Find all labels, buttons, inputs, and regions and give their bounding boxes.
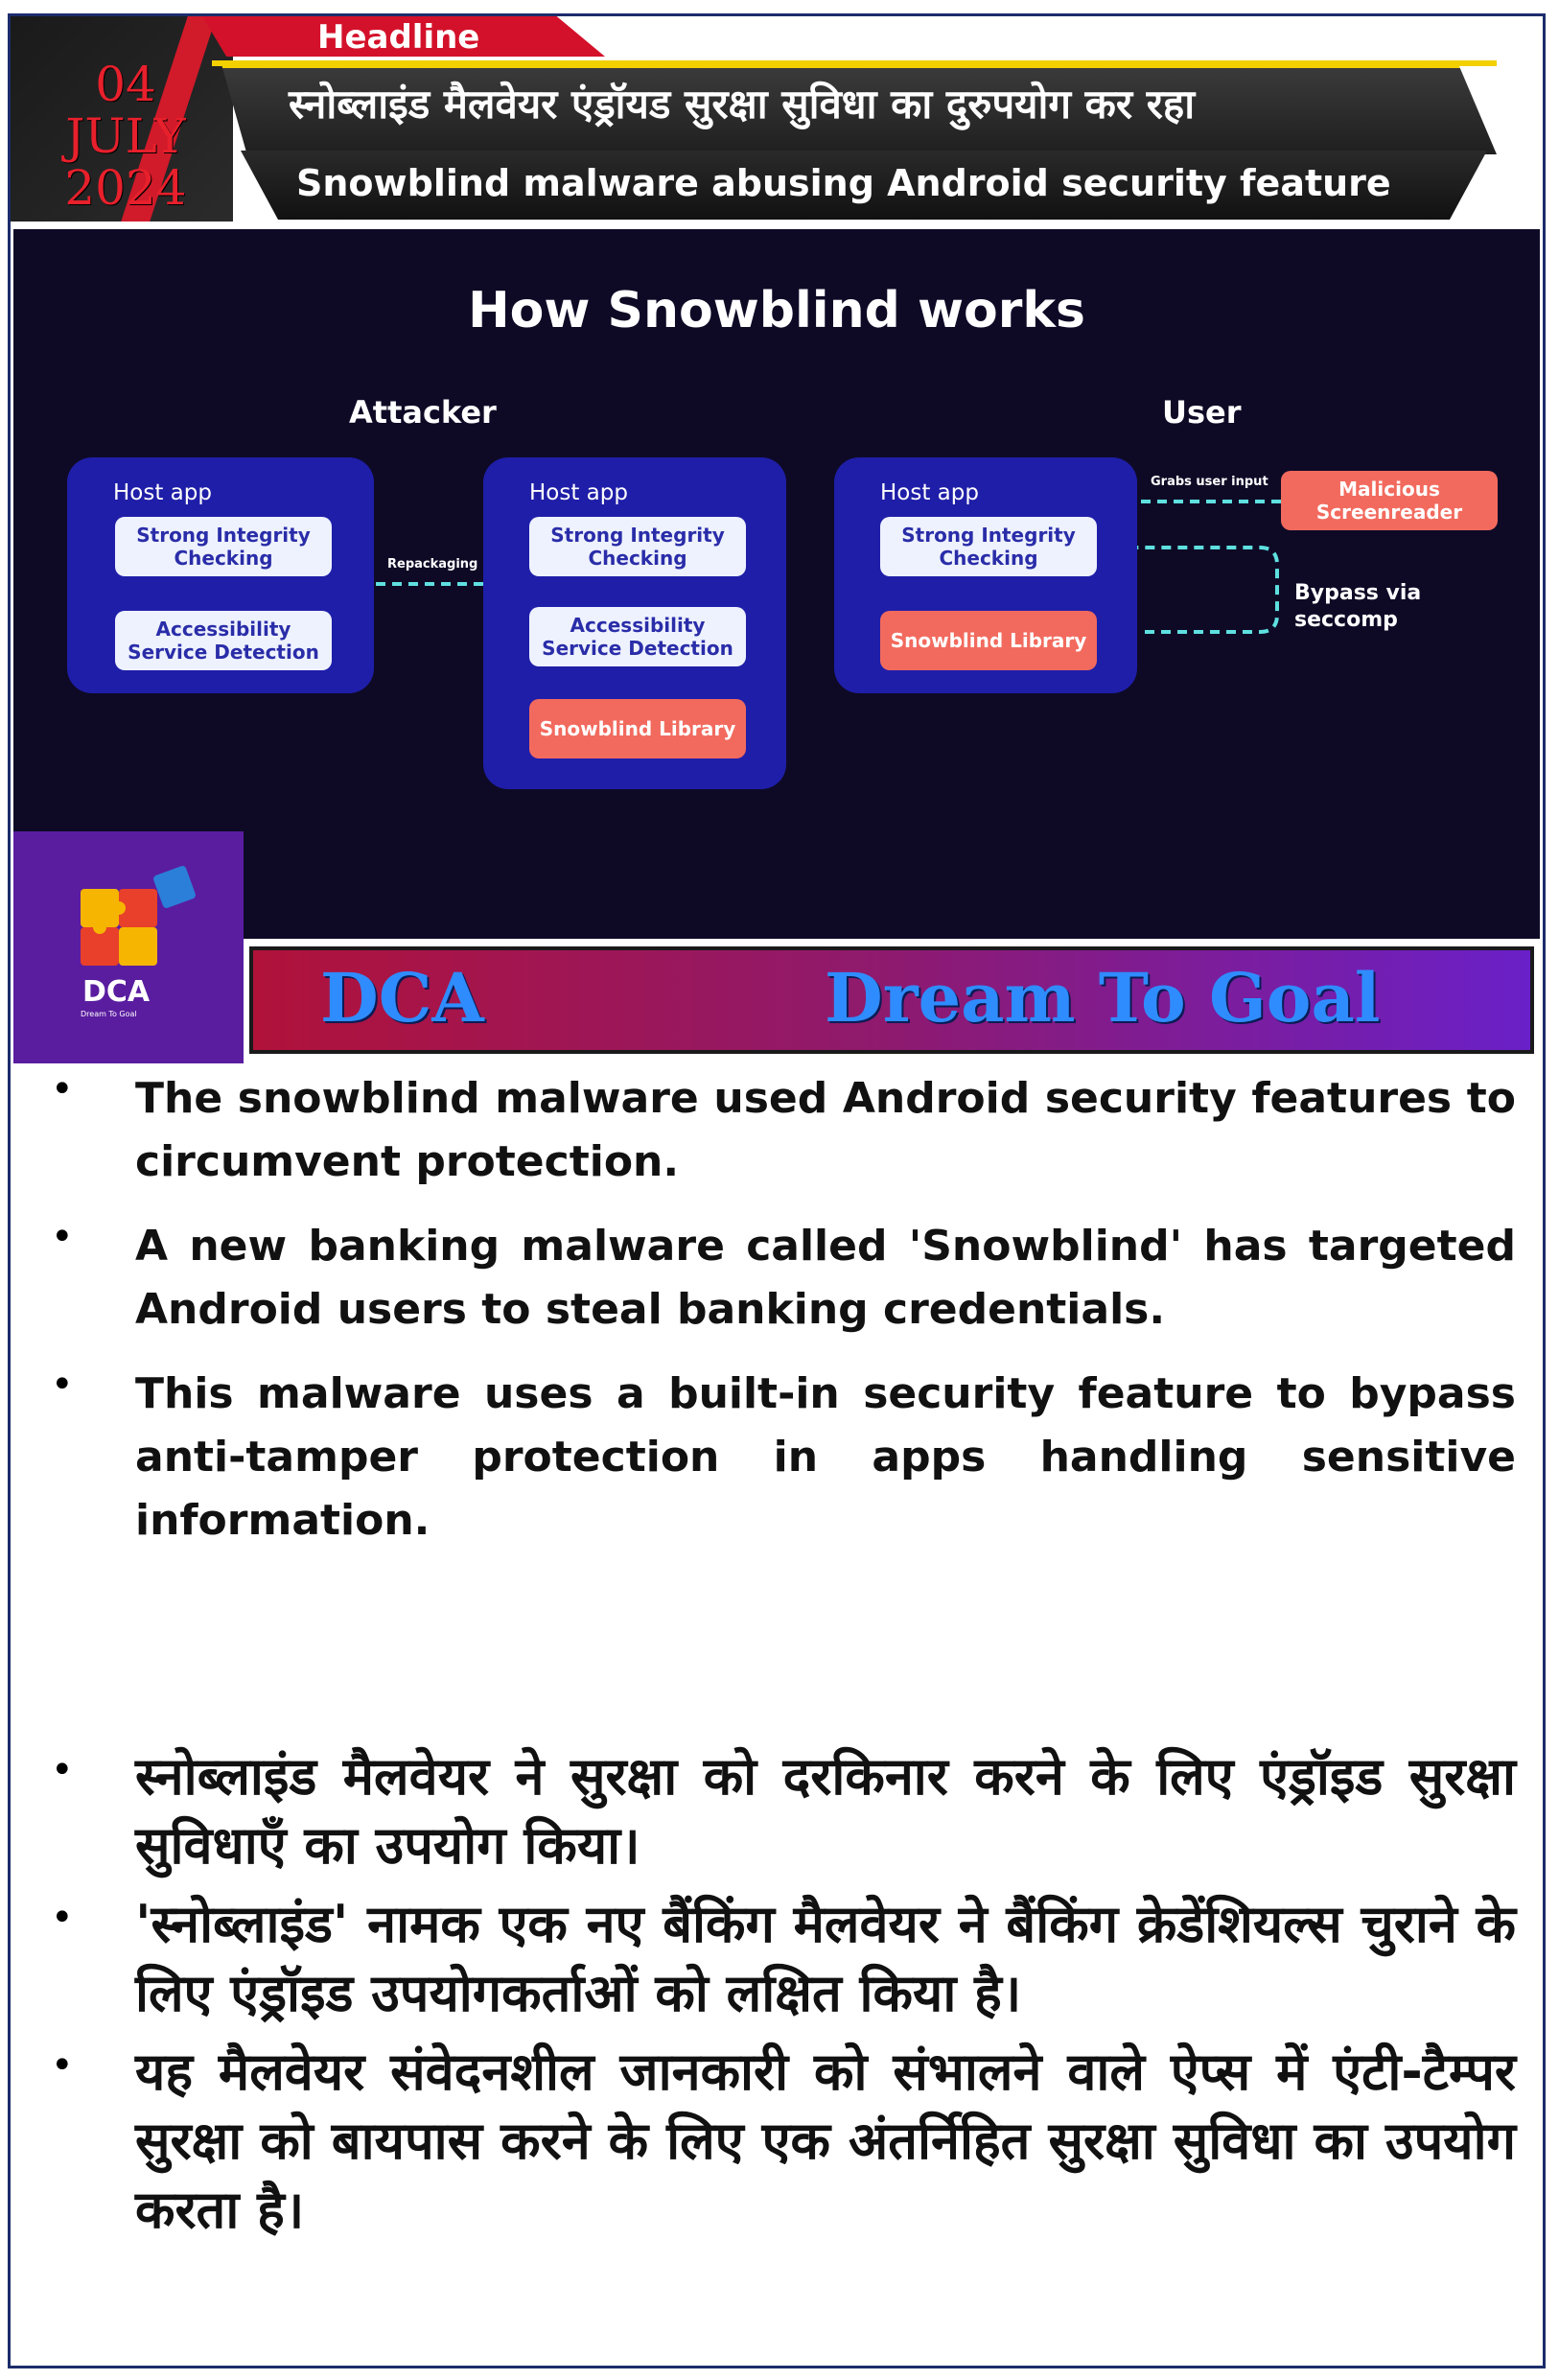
bullet-text: A new banking malware called 'Snowblind' has targeted Android users to steal banking credentials.	[135, 1222, 1516, 1334]
repackaging-label: Repackaging	[387, 557, 478, 572]
headline-english: Snowblind malware abusing Android security feature	[296, 162, 1391, 204]
english-bullets	[39, 1067, 1516, 1574]
list-item	[39, 1890, 1516, 2028]
bypass-note: Bypass via seccomp	[1294, 581, 1422, 632]
panel-label: Host app	[113, 480, 212, 505]
integrity-check-chip: Strong Integrity Checking	[115, 517, 332, 576]
attacker-host-app-original	[67, 457, 374, 693]
list-item	[39, 1363, 1516, 1552]
date-day: 04	[95, 57, 156, 112]
user-label: User	[1162, 394, 1242, 431]
integrity-check-chip: Strong Integrity Checking	[529, 517, 746, 576]
list-item	[39, 1215, 1516, 1342]
bullet-dot: •	[51, 1896, 74, 1940]
headline-hindi: स्नोब्लाइंड मैलवेयर एंड्रॉयड सुरक्षा सुविधा का दुरुपयोग कर रहा	[289, 81, 1196, 128]
banner-slogan: Dream To Goal	[825, 958, 1381, 1038]
headline-tab-label: Headline	[317, 18, 480, 57]
bullet-text: स्नोब्लाइंड मैलवेयर ने सुरक्षा को दरकिनार करने के लिए एंड्रॉइड सुरक्षा सुविधाएँ का उपयोग किया।	[135, 1746, 1516, 1876]
date-year: 2024	[64, 160, 187, 216]
bullet-dot: •	[51, 1067, 74, 1111]
list-item	[39, 2038, 1516, 2245]
panel-label: Host app	[880, 480, 979, 505]
logo-text: DCA	[82, 975, 151, 1009]
attacker-label: Attacker	[349, 394, 497, 431]
user-host-app	[834, 457, 1137, 693]
diagram-title: How Snowblind works	[468, 282, 1085, 339]
bullet-dot: •	[51, 1748, 74, 1792]
snowblind-library-chip: Snowblind Library	[529, 699, 746, 758]
grabs-input-label: Grabs user input	[1151, 475, 1268, 489]
bullet-text: यह मैलवेयर संवेदनशील जानकारी को संभालने वाले ऐप्स में एंटी-टैम्पर सुरक्षा को बायपास करने के लिए एक अंतर्निहित सुरक्षा सुविधा का उपयोग करता है।	[135, 2042, 1516, 2240]
logo-subtext: Dream To Goal	[81, 1010, 137, 1018]
puzzle-icon	[13, 831, 244, 975]
bullet-text: 'स्नोब्लाइंड' नामक एक नए बैंकिंग मैलवेयर ने बैंकिंग क्रेडेंशियल्स चुराने के लिए एंड्रॉइड उपयोगकर्ताओं को लक्षित किया है।	[135, 1894, 1516, 2023]
attacker-host-app-repackaged	[483, 457, 786, 789]
brand-banner	[13, 939, 1540, 1063]
list-item	[39, 1067, 1516, 1194]
date-month: JULY	[65, 108, 186, 164]
panel-label: Host app	[529, 480, 628, 505]
banner-strip	[249, 946, 1534, 1054]
date-block	[11, 58, 241, 214]
bullet-text: The snowblind malware used Android security features to circumvent protection.	[135, 1074, 1516, 1186]
accessibility-detection-chip-removed: Accessibility Service Detection	[529, 607, 746, 666]
dca-logo	[13, 831, 244, 1063]
header	[11, 16, 1543, 222]
hindi-bullets	[39, 1742, 1516, 2254]
integrity-check-chip-removed: Strong Integrity Checking	[880, 517, 1097, 576]
malicious-screenreader-chip: Malicious Screenreader	[1281, 471, 1498, 530]
bullet-text: This malware uses a built-in security feature to bypass anti-tamper protection in apps handling sensitive information.	[135, 1369, 1516, 1545]
bullet-dot: •	[51, 2043, 74, 2088]
snowblind-library-chip: Snowblind Library	[880, 611, 1097, 670]
bullet-dot: •	[51, 1363, 74, 1407]
page-frame	[8, 13, 1546, 2368]
bullet-dot: •	[51, 1215, 74, 1259]
banner-dca-text: DCA	[320, 958, 484, 1038]
list-item	[39, 1742, 1516, 1880]
accessibility-detection-chip: Accessibility Service Detection	[115, 611, 332, 670]
